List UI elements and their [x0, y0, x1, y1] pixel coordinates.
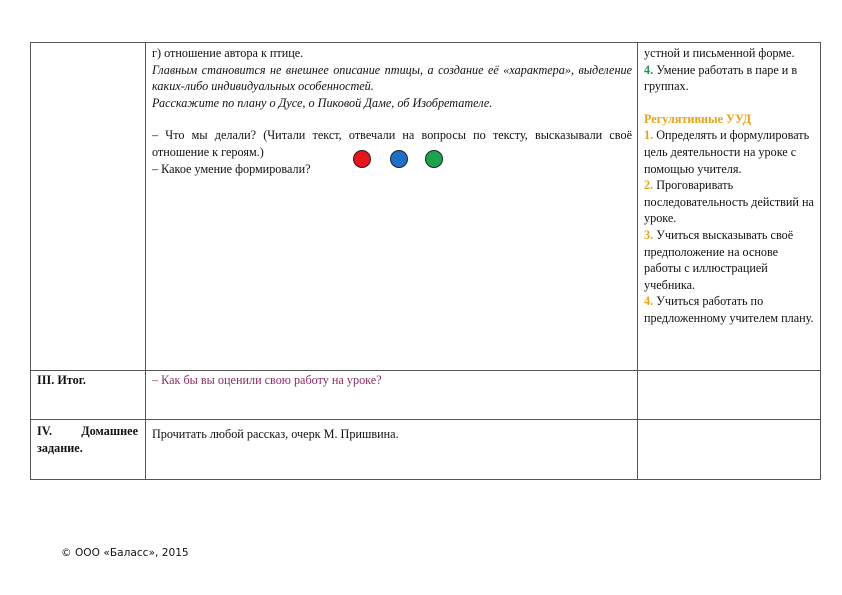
uud-item-4-text: Умение работать в паре и в группах.	[644, 62, 798, 94]
stage-cell-summary	[31, 371, 146, 420]
stage-number: III.	[37, 373, 55, 387]
reg-item-4-num: 4.	[644, 294, 654, 309]
uud-item-4-num: 4.	[644, 62, 654, 77]
summary-uud-cell	[638, 371, 821, 420]
table-row	[31, 420, 821, 480]
lesson-line-italic-task: Расскажите по плану о Дусе, о Пиковой Даме, об Изобретателе.	[152, 95, 493, 110]
copyright-footer: © ООО «Баласс», 2015	[61, 547, 189, 559]
homework-label	[37, 423, 140, 440]
reg-item-1-text: Определять и формулировать цель деятельности на уроке с помощью учителя.	[644, 128, 810, 176]
stage-name-part-1: Домашнее	[81, 424, 138, 438]
lesson-content-cell	[146, 43, 638, 371]
green-circle	[425, 150, 443, 168]
summary-question: – Как бы вы оценили свою работу на уроке?	[152, 373, 382, 387]
reg-item-1-num: 1.	[644, 128, 654, 143]
lesson-line-a: г) отношение автора к птице.	[152, 46, 304, 60]
reg-item-2	[644, 177, 815, 227]
regulative-uud-heading: Регулятивные УУД	[644, 111, 752, 126]
reg-item-2-num: 2.	[644, 178, 654, 193]
stage-cell-empty	[31, 43, 146, 371]
homework-task: Прочитать любой рассказ, очерк М. Пришвина.	[152, 427, 399, 441]
reg-item-4	[644, 293, 815, 326]
uud-continued-text: устной и письменной форме.	[644, 46, 795, 60]
spacer	[644, 95, 815, 111]
stage-cell-homework	[31, 420, 146, 480]
reg-item-3-text: Учиться высказывать своё предположение на основе работы с иллюстрацией учебника.	[644, 227, 794, 292]
red-circle	[353, 150, 371, 168]
lesson-line-question-2: – Какое умение формировали?	[152, 161, 311, 176]
summary-content-cell	[146, 371, 638, 420]
reg-item-1	[644, 127, 815, 177]
reg-item-4-text: Учиться работать по предложенному учителем плану.	[644, 294, 814, 325]
uud-item-4	[644, 62, 815, 95]
uud-cell	[638, 43, 821, 371]
homework-content-cell	[146, 420, 638, 480]
reg-item-3	[644, 227, 815, 293]
stage-name-part-2: задание.	[37, 440, 83, 455]
lesson-line-question-1: – Что мы делали? (Читали текст, отвечали на вопросы по тексту, высказывали своё отношение к героям.)	[152, 128, 632, 159]
table-row	[31, 371, 821, 420]
reg-item-2-text: Проговаривать последовательность действий на уроке.	[644, 178, 814, 226]
blue-circle	[390, 150, 408, 168]
reg-item-3-num: 3.	[644, 227, 654, 242]
stage-name: Итог.	[57, 373, 86, 387]
stage-number: IV.	[37, 424, 53, 438]
lesson-plan-table	[30, 42, 821, 480]
spacer	[152, 111, 632, 127]
lesson-line-italic-description: Главным становится не внешнее описание птицы, а создание её «характера», выделение каких-либо индивидуальных особенностей.	[152, 62, 632, 94]
homework-uud-cell	[638, 420, 821, 480]
table-row	[31, 43, 821, 371]
